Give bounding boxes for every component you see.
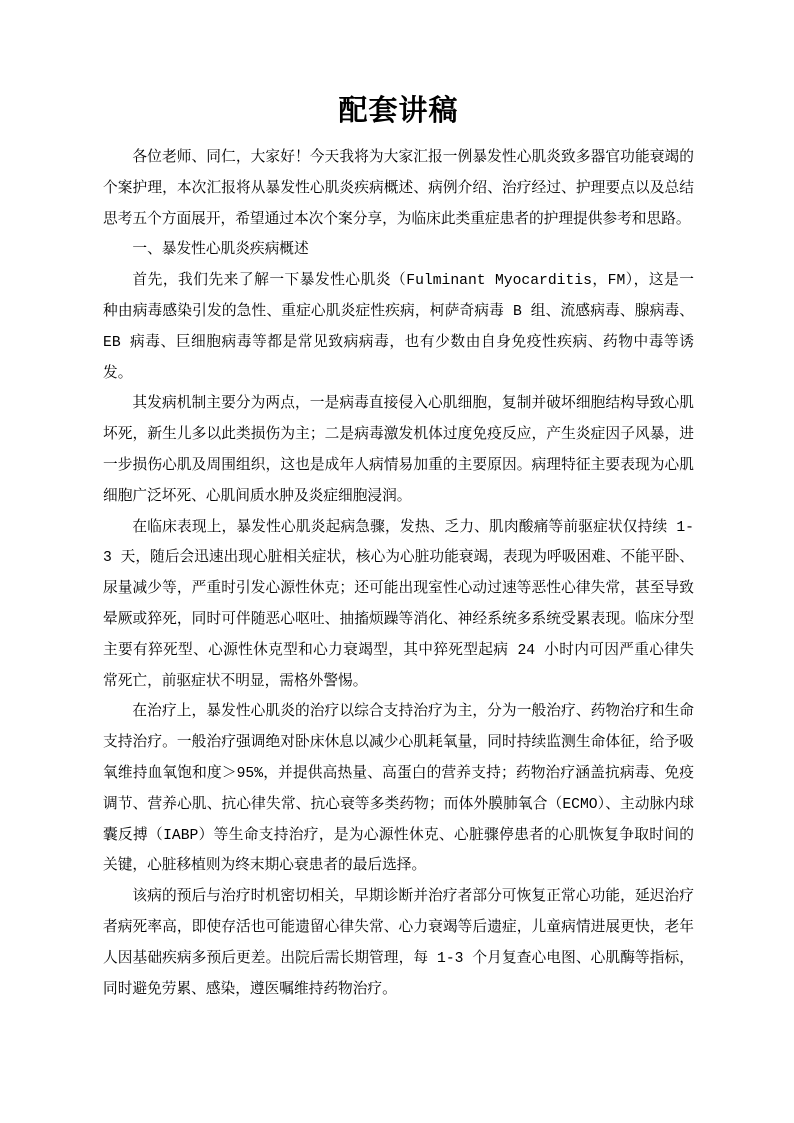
paragraph-pathogenesis: 其发病机制主要分为两点，一是病毒直接侵入心肌细胞，复制并破坏细胞结构导致心肌坏死，新生儿多以此类损伤为主；二是病毒激发机体过度免疫反应，产生炎症因子风暴，进一步损伤心肌及周围组织，这也是成年人病情易加重的主要原因。病理特征主要表现为心肌细胞广泛坏死、心肌间质水肿及炎症细胞浸润。 — [103, 396, 694, 505]
paragraph-clinical-manifestations: 在临床表现上，暴发性心肌炎起病急骤，发热、乏力、肌肉酸痛等前驱症状仅持续 1-3 天，随后会迅速出现心脏相关症状，核心为心脏功能衰竭，表现为呼吸困难、不能平卧、尿量减少等，严重时引发心源性休克；还可能出现室性心动过速等恶性心律失常，甚至导致晕厥或猝死，同时可伴随恶心呕吐、抽搐烦躁等消化、神经系统多系统受累表现。临床分型主要有猝死型、心源性休克型和心力衰竭型，其中猝死型起病 24 小时内可因严重心律失常死亡，前驱症状不明显，需格外警惕。 — [103, 519, 694, 690]
document-title: 配套讲稿 — [338, 95, 459, 127]
paragraph-treatment: 在治疗上，暴发性心肌炎的治疗以综合支持治疗为主，分为一般治疗、药物治疗和生命支持治疗。一般治疗强调绝对卧床休息以减少心肌耗氧量，同时持续监测生命体征，给予吸氧维持血氧饱和度＞95%，并提供高热量、高蛋白的营养支持；药物治疗涵盖抗病毒、免疫调节、营养心肌、抗心律失常、抗心衰等多类药物；而体外膜肺氧合（ECMO）、主动脉内球囊反搏（IABP）等生命支持治疗，是为心源性休克、心脏骤停患者的心肌恢复争取时间的关键，心脏移植则为终末期心衰患者的最后选择。 — [103, 704, 694, 875]
paragraph-disease-definition: 首先，我们先来了解一下暴发性心肌炎（Fulminant Myocarditis，FM），这是一种由病毒感染引发的急性、重症心肌炎症性疾病，柯萨奇病毒 B 组、流感病毒、腺病毒、EB 病毒、巨细胞病毒等都是常见致病病毒，也有少数由自身免疫性疾病、药物中毒等诱发。 — [103, 273, 694, 382]
paragraph-prognosis: 该病的预后与治疗时机密切相关，早期诊断并治疗者部分可恢复正常心功能，延迟治疗者病死率高，即使存活也可能遗留心律失常、心力衰竭等后遗症，儿童病情进展更快，老年人因基础疾病多预后更差。出院后需长期管理，每 1-3 个月复查心电图、心肌酶等指标，同时避免劳累、感染，遵医嘱维持药物治疗。 — [103, 889, 694, 998]
section-heading-disease-overview: 一、暴发性心肌炎疾病概述 — [132, 242, 309, 259]
paragraph-greeting-intro: 各位老师、同仁，大家好！今天我将为大家汇报一例暴发性心肌炎致多器官功能衰竭的个案护理，本次汇报将从暴发性心肌炎疾病概述、病例介绍、治疗经过、护理要点以及总结思考五个方面展开，希望通过本次个案分享，为临床此类重症患者的护理提供参考和思路。 — [103, 150, 694, 228]
